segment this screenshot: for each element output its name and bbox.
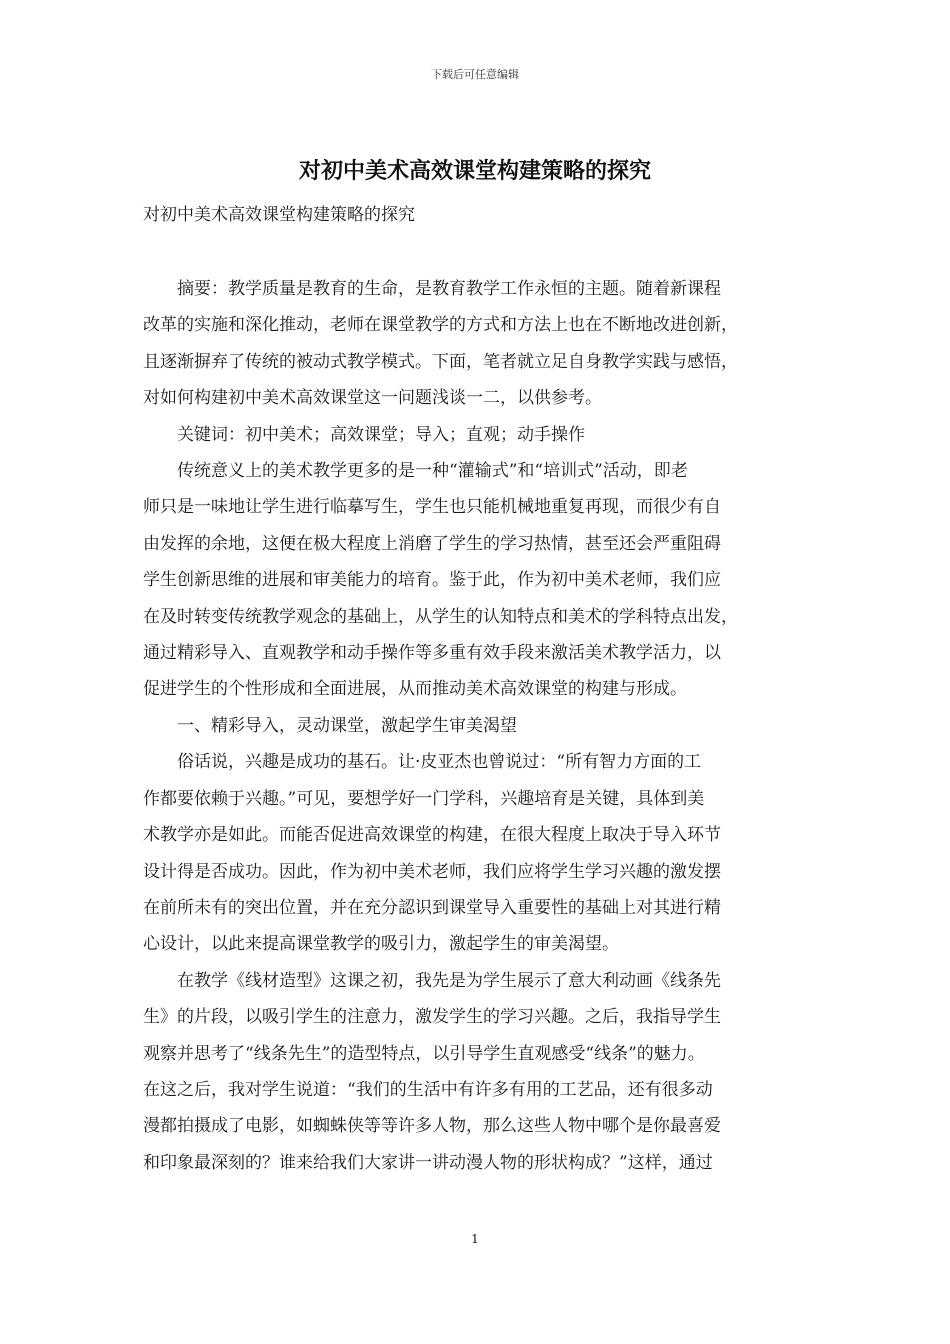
document-title: 对初中美术高效课堂构建策略的探究 <box>298 158 651 184</box>
body-paragraph: 传统意义上的美术教学更多的是一种“灌输式”和“培训式”活动，即老 师只是一味地让学生进行临摹写生，学生也只能机械地重复再现，而很少有自 由发挥的余地，这便在极大程度上消磨了学生的学习热情，甚至还会严重阻碍 学生创新思维的进展和审美能力的培育。鉴于此，作为初中美术老师，我们应 在及时转变传统教学观念的基础上，从学生的认知特点和美术的学科特点出发， 通过精彩导入、直观教学和动手操作等多重有效手段来激活美术教学活力，以 促进学生的个性形成和全面进展，从而推动美术高效课堂的构建与形成。 <box>143 461 738 700</box>
header-note: 下载后可任意编辑 <box>431 68 519 81</box>
document-body <box>143 271 819 1181</box>
abstract-paragraph: 摘要：教学质量是教育的生命，是教育教学工作永恒的主题。随着新课程 改革的实施和深化推动，老师在课堂教学的方式和方法上也在不断地改进创新， 且逐渐摒弃了传统的被动式教学模式。下面，笔者就立足自身教学实践与感悟， 对如何构建初中美术高效课堂这一问题浅谈一二，以供参考。 <box>143 279 738 409</box>
body-paragraph: 在教学《线材造型》这课之初，我先是为学生展示了意大利动画《线条先 生》的片段，以吸引学生的注意力，激发学生的学习兴趣。之后，我指导学生 观察并思考了“线条先生”的造型特点，以引导学生直观感受“线条”的魅力。 在这之后，我对学生说道：“我们的生活中有许多有用的工艺品，还有很多动 漫都拍摄成了电影，如蜘蛛侠等等许多人物，那么这些人物中哪个是你最喜爱 和印象最深刻的？谁来给我们大家讲一讲动漫人物的形状构成？”这样，通过 <box>143 970 721 1173</box>
section-heading: 一、精彩导入，灵动课堂，激起学生审美渴望 <box>177 715 517 736</box>
body-paragraph: 俗话说，兴趣是成功的基石。让·皮亚杰也曾说过：“所有智力方面的工 作都要依赖于兴趣。”可见，要想学好一门学科，兴趣培育是关键，具体到美 术教学亦是如此。而能否促进高效课堂的构建，在很大程度上取决于导入环节 设计得是否成功。因此，作为初中美术老师，我们应将学生学习兴趣的激发摆 在前所未有的突出位置，并在充分認识到课堂导入重要性的基础上对其进行精 心设计，以此来提高课堂教学的吸引力，激起学生的审美渴望。 <box>143 752 721 955</box>
page-number: 1 <box>471 1232 479 1246</box>
keywords-paragraph: 关键词：初中美术；高效课堂；导入；直观；动手操作 <box>177 424 585 445</box>
document-subtitle: 对初中美术高效课堂构建策略的探究 <box>143 205 415 225</box>
